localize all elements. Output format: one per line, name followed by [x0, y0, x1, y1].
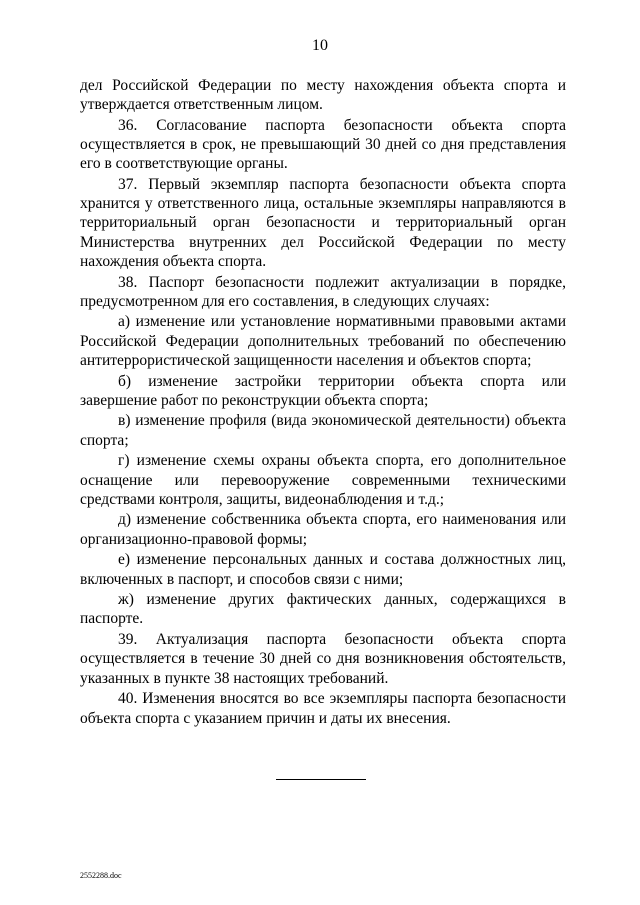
footer-file-name: 2552288.doc: [80, 871, 122, 880]
list-item-zh: ж) изменение других фактических данных, содержащихся в паспорте.: [80, 591, 566, 628]
paragraph-40: 40. Изменения вносятся во все экземпляры паспорта безопасности объекта спорта с указанием причин и даты их внесения.: [80, 690, 566, 727]
list-item-a: а) изменение или установление нормативными правовыми актами Российской Федерации дополнительных требований по обеспечению антитеррористической защищенности населения и объектов спорта;: [80, 313, 566, 369]
list-item-v: в) изменение профиля (вида экономической деятельности) объекта спорта;: [80, 412, 566, 449]
list-item-g: г) изменение схемы охраны объекта спорта, его дополнительное оснащение или перевооружение современными техническими средствами контроля, защиты, видеонаблюдения и т.д.;: [80, 452, 566, 508]
paragraph-36: 36. Согласование паспорта безопасности объекта спорта осуществляется в срок, не превышающий 30 дней со дня представления его в соответствующие органы.: [80, 116, 566, 173]
paragraph-37: 37. Первый экземпляр паспорта безопасности объекта спорта хранится у ответственного лица, остальные экземпляры направляются в территориальный орган безопасности и территориальный орган Министерства внутренних дел Российской Федерации по месту нахождения объекта спорта.: [80, 176, 566, 270]
paragraph-continuation: дел Российской Федерации по месту нахождения объекта спорта и утверждается ответственным лицом.: [80, 77, 566, 114]
document-body: [80, 76, 566, 728]
paragraph-38: 38. Паспорт безопасности подлежит актуализации в порядке, предусмотренном для его составления, в следующих случаях:: [80, 273, 566, 310]
list-item-e: е) изменение персональных данных и состава должностных лиц, включенных в паспорт, и способов связи с ними;: [80, 551, 566, 588]
page-number: 10: [312, 37, 328, 54]
end-divider: [276, 779, 366, 780]
list-item-d: д) изменение собственника объекта спорта, его наименования или организационно-правовой формы;: [80, 511, 566, 548]
paragraph-39: 39. Актуализация паспорта безопасности объекта спорта осуществляется в течение 30 дней со дня возникновения обстоятельств, указанных в пункте 38 настоящих требований.: [80, 631, 566, 687]
list-item-b: б) изменение застройки территории объекта спорта или завершение работ по реконструкции объекта спорта;: [80, 372, 566, 409]
